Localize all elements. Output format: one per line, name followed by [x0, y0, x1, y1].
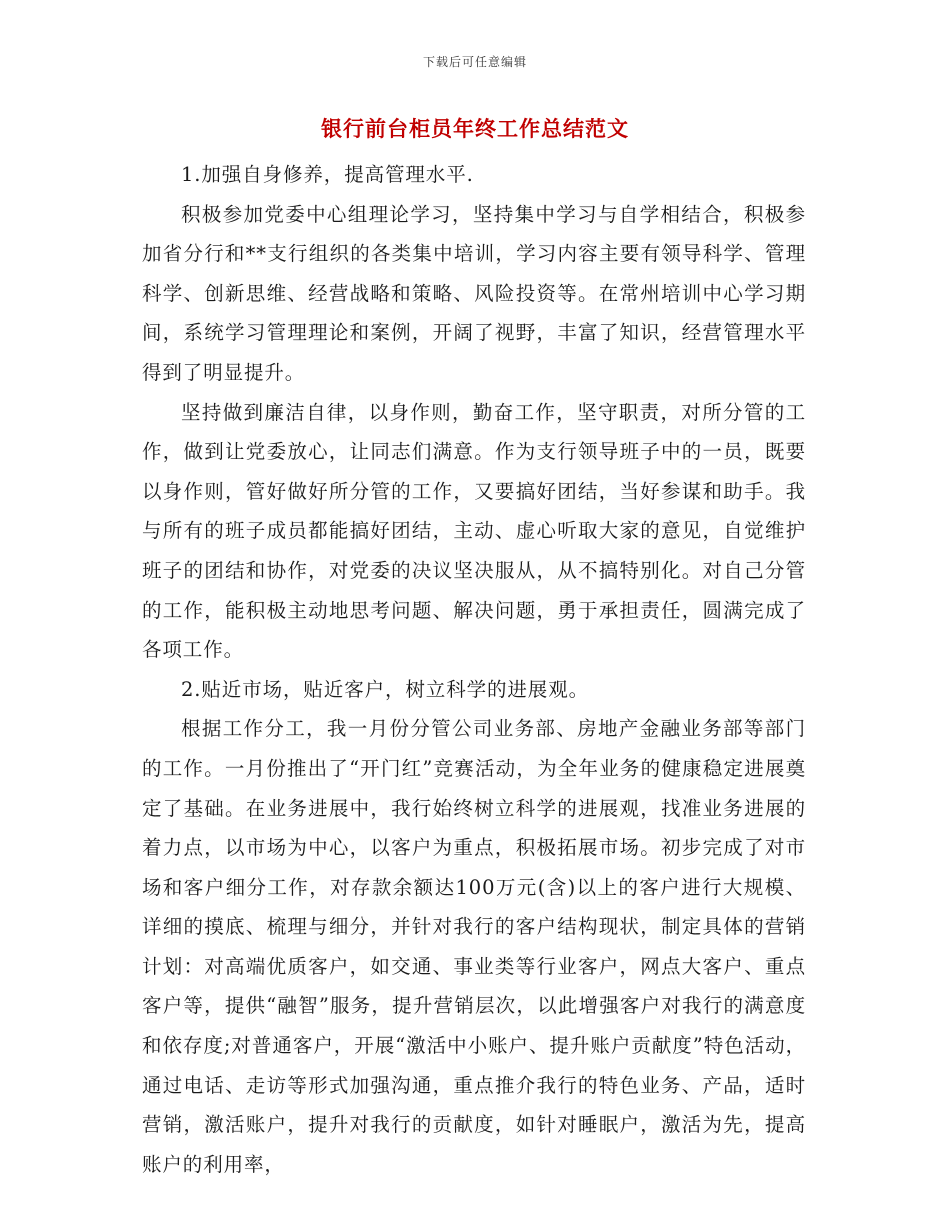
document-title: 银行前台柜员年终工作总结范文: [321, 117, 629, 141]
page-header: 下载后可任意编辑: [422, 55, 527, 69]
paragraph-3: 根据工作分工，我一月份分管公司业务部、房地产金融业务部等部门的工作。一月份推出了“开门红”竞赛活动，为全年业务的健康稳定进展奠定了基础。在业务进展中，我行始终树立科学的进展观，找准业务进展的着力点，以市场为中心，以客户为重点，积极拓展市场。初步完成了对市场和客户细分工作，对存款余额达100万元(含)以上的客户进行大规模、详细的摸底、梳理与细分，并针对我行的客户结构现状，制定具体的营销计划：对高端优质客户，如交通、事业类等行业客户，网点大客户、重点客户等，提供“融智”服务，提升营销层次，以此增强客户对我行的满意度和依存度;对普通客户，开展“激活中小账户、提升账户贡献度”特色活动，通过电话、走访等形式加强沟通，重点推介我行的特色业务、产品，适时营销，激活账户，提升对我行的贡献度，如针对睡眠户，激活为先，提高账户的利用率，: [142, 717, 806, 1176]
document-body: [142, 155, 806, 1184]
paragraph-1: 积极参加党委中心组理论学习，坚持集中学习与自学相结合，积极参加省分行和**支行组织的各类集中培训，学习内容主要有领导科学、管理科学、创新思维、经营战略和策略、风险投资等。在常州培训中心学习期间，系统学习管理理论和案例，开阔了视野，丰富了知识，经营管理水平得到了明显提升。: [142, 202, 806, 384]
section-heading-1: 1.加强自身修养，提高管理水平.: [181, 163, 474, 186]
paragraph-2: 坚持做到廉洁自律，以身作则，勤奋工作，坚守职责，对所分管的工作，做到让党委放心，让同志们满意。作为支行领导班子中的一员，既要以身作则，管好做好所分管的工作，又要搞好团结，当好参谋和助手。我与所有的班子成员都能搞好团结，主动、虚心听取大家的意见，自觉维护班子的团结和协作，对党委的决议坚决服从，从不搞特别化。对自己分管的工作，能积极主动地思考问题、解决问题，勇于承担责任，圆满完成了各项工作。: [142, 400, 806, 662]
section-heading-2: 2.贴近市场，贴近客户，树立科学的进展观。: [181, 677, 590, 701]
